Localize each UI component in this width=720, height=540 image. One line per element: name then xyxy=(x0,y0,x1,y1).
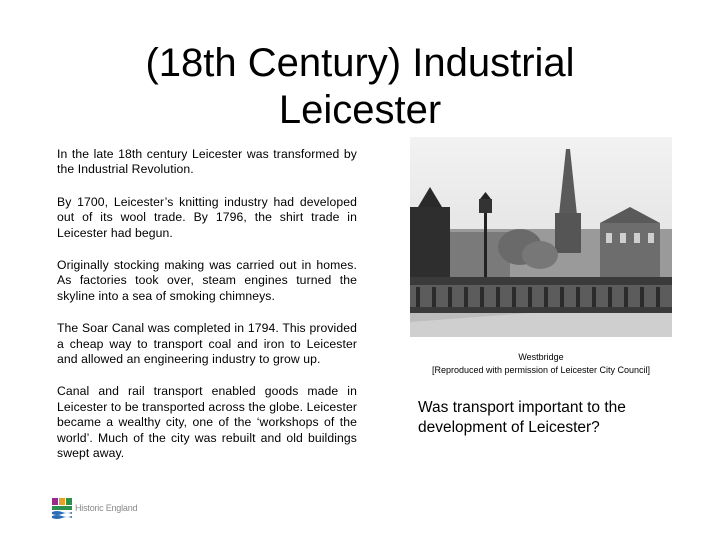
paragraph-2: By 1700, Leicester’s knitting industry had developed out of its wool trade. By 1796, the shirt trade in Leicester had begun. xyxy=(57,194,357,240)
caption-credit: [Reproduced with permission of Leicester City Council] xyxy=(431,365,651,375)
title-line-1: (18th Century) Industrial xyxy=(145,41,575,85)
body-text xyxy=(57,147,357,479)
title-line-2: Leicester xyxy=(278,88,442,132)
logo-text: Historic England xyxy=(75,503,138,513)
caption-title: Westbridge xyxy=(518,352,564,362)
paragraph-3: Originally stocking making was carried out in homes. As factories took over, steam engines turned the skyline into a sea of smoking chimneys. xyxy=(57,258,357,303)
discussion-question: Was transport important to the development of Leicester? xyxy=(418,399,626,436)
westbridge-photo xyxy=(410,137,672,337)
photo-caption xyxy=(425,351,657,377)
westbridge-illustration xyxy=(410,137,672,337)
paragraph-1: In the late 18th century Leicester was transformed by the Industrial Revolution. xyxy=(57,147,357,177)
historic-england-logo xyxy=(52,498,142,520)
paragraph-4: The Soar Canal was completed in 1794. This provided a cheap way to transport coal and iron to Leicester and allowed an engineering industry to grow up. xyxy=(57,321,357,367)
historic-england-mark-icon xyxy=(52,498,72,520)
paragraph-5: Canal and rail transport enabled goods made in Leicester to be transported across the globe. Leicester became a wealthy city, one of the ‘workshops of the world’. Much of the city was rebuilt and old buildings swept away. xyxy=(57,384,357,461)
slide-title xyxy=(80,40,640,134)
